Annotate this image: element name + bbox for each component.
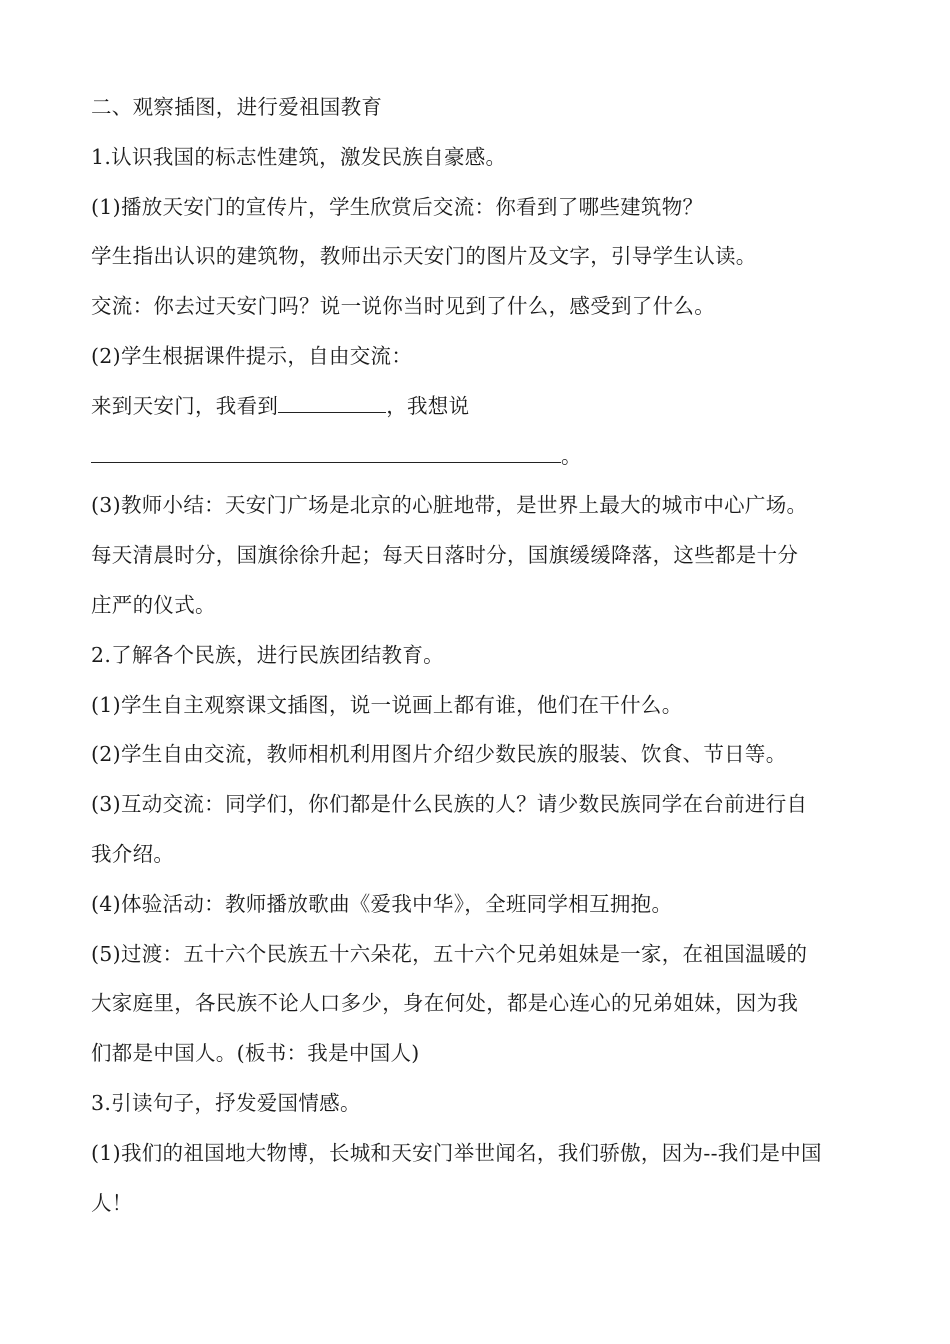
document-body (91, 83, 866, 1228)
subsection-heading: 3.引读句子，抒发爱国情感。 (91, 1090, 361, 1115)
paragraph-line: (2)学生根据课件提示，自由交流： (91, 343, 413, 368)
fill-in-period: 。 (561, 443, 582, 468)
fill-in-blank[interactable] (91, 440, 561, 463)
paragraph-line: (1)学生自主观察课文插图，说一说画上都有谁，他们在干什么。 (91, 692, 683, 717)
subsection-heading: 2.了解各个民族，进行民族团结教育。 (91, 642, 444, 667)
paragraph-line: 每天清晨时分，国旗徐徐升起；每天日落时分，国旗缓缓降落，这些都是十分 (91, 543, 799, 568)
paragraph-line: (1)我们的祖国地大物博，长城和天安门举世闻名，我们骄傲，因为--我们是中国 (91, 1140, 822, 1165)
fill-in-prefix: 来到天安门，我看到 (91, 393, 279, 418)
fill-in-line (91, 432, 866, 482)
section-heading: 二、观察插图，进行爱祖国教育 (91, 95, 383, 119)
paragraph-line: 学生指出认识的建筑物，教师出示天安门的图片及文字，引导学生认读。 (91, 244, 757, 269)
paragraph-line: (2)学生自由交流，教师相机利用图片介绍少数民族的服装、饮食、节日等。 (91, 742, 787, 767)
paragraph-line: 们都是中国人。(板书：我是中国人) (91, 1041, 420, 1066)
paragraph-line: 人！ (91, 1190, 133, 1215)
fill-in-blank[interactable] (278, 390, 386, 413)
fill-in-line (91, 382, 866, 432)
paragraph-line: 交流：你去过天安门吗？说一说你当时见到了什么，感受到了什么。 (91, 294, 715, 319)
paragraph-line: 我介绍。 (91, 841, 175, 866)
paragraph-line: 庄严的仪式。 (91, 592, 216, 617)
paragraph-line: (4)体验活动：教师播放歌曲《爱我中华》，全班同学相互拥抱。 (91, 891, 673, 916)
paragraph-line: (5)过渡：五十六个民族五十六朵花，五十六个兄弟姐妹是一家，在祖国温暖的 (91, 941, 808, 966)
paragraph-line: (3)教师小结：天安门广场是北京的心脏地带，是世界上最大的城市中心广场。 (91, 493, 808, 518)
paragraph-line: (3)互动交流：同学们，你们都是什么民族的人？请少数民族同学在台前进行自 (91, 792, 808, 817)
subsection-heading: 1.认识我国的标志性建筑，激发民族自豪感。 (91, 144, 507, 169)
paragraph-line: (1)播放天安门的宣传片，学生欣赏后交流：你看到了哪些建筑物？ (91, 194, 704, 219)
fill-in-suffix: ，我想说 (386, 393, 470, 418)
paragraph-line: 大家庭里，各民族不论人口多少，身在何处，都是心连心的兄弟姐妹，因为我 (91, 991, 799, 1016)
